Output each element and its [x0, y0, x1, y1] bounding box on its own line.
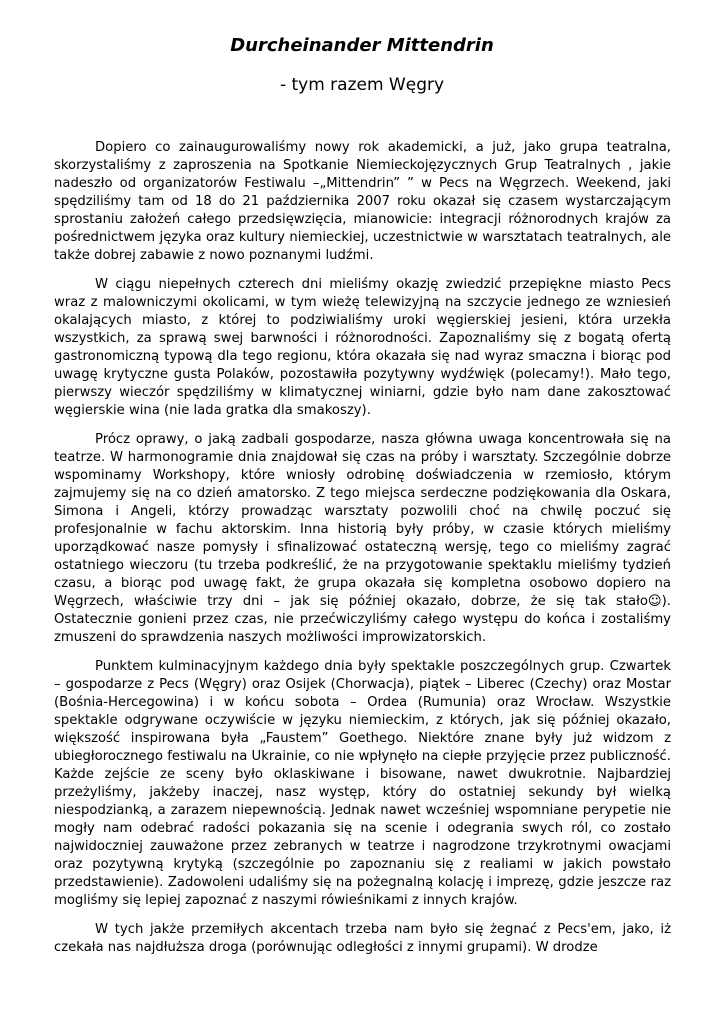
- paragraph-1: Dopiero co zainaugurowaliśmy nowy rok akademicki, a już, jako grupa teatralna, skorzystaliśmy z zaproszenia na Spotkanie Niemieckojęzycznych Grup Teatralnych , jakie nadeszło od organizatorów Festiwalu –„Mittendrin” ” w Pecs na Węgrzech. Weekend, jaki spędziliśmy tam od 18 do 21 października 2007 roku okazał się czasem wystarczającym sprostaniu założeń całego przedsięwzięcia, mianowicie: integracji różnorodnych krajów za pośrednictwem języka oraz kultury niemieckiej, uczestnictwie w warsztatach teatralnych, ale także dobrej zabawie z nowo poznanymi ludźmi.: [54, 140, 671, 263]
- document-title: Durcheinander Mittendrin: [230, 35, 494, 56]
- paragraph-5: W tych jakże przemiłych akcentach trzeba nam było się żegnać z Pecs'em, jako, iż czekała nas najdłuższa droga (porównując odległości z innymi grupami). W drodze: [54, 922, 671, 955]
- document-subtitle: - tym razem Węgry: [279, 75, 445, 95]
- article-body: [54, 139, 671, 968]
- paragraph-2: W ciągu niepełnych czterech dni mieliśmy okazję zwiedzić przepiękne miasto Pecs wraz z malowniczymi okolicami, w tym wieżę telewizyjną na szczycie jednego ze wzniesień okalających miasto, z której to podziwialiśmy uroki węgierskiej jesieni, która urzekła wszystkich, za sprawą swej barwności i różnorodności. Zapoznaliśmy się z bogatą ofertą gastronomiczną typową dla tego regionu, która okazała się nad wyraz smaczna i biorąc pod uwagę krytyczne gusta Polaków, pozostawiła pozytywny wydźwięk (polecamy!). Mało tego, pierwszy wieczór spędziliśmy w klimatycznej winiarni, gdzie było nam dane zakosztować węgierskie wina (nie lada gratka dla smakoszy).: [54, 277, 671, 418]
- paragraph-3: Prócz oprawy, o jaką zadbali gospodarze, nasza główna uwaga koncentrowała się na teatrze. W harmonogramie dnia znajdował się czas na próby i warsztaty. Szczególnie dobrze wspominamy Workshopy, które wniosły odrobinę doświadczenia w rzemiosło, którym zajmujemy się na co dzień amatorsko. Z tego miejsca serdeczne podziękowania dla Oskara, Simona i Angeli, którzy prowadząc warsztaty pozwolili choć na chwilę poczuć się profesjonalnie w fachu aktorskim. Inna historią były próby, w czasie których mieliśmy uporządkować nasze pomysły i sfinalizować ostateczną wersję, tego co mieliśmy zagrać ostatniego wieczoru (tu trzeba podkreślić, że na przygotowanie spektaklu mieliśmy tydzień czasu, a biorąc pod uwagę fakt, że grupa okazała się kompletna osobowo dopiero na Węgrzech, właściwie trzy dni – jak się później okazało, dobrze, że się tak stało☺). Ostatecznie gonieni przez czas, nie przećwiczyliśmy całego występu do końca i zostaliśmy zmuszeni do sprawdzenia naszych możliwości improwizatorskich.: [54, 432, 671, 645]
- paragraph-4: Punktem kulminacyjnym każdego dnia były spektakle poszczególnych grup. Czwartek – gospodarze z Pecs (Węgry) oraz Osijek (Chorwacja), piątek – Liberec (Czechy) oraz Mostar (Bośnia-Hercegowina) i w końcu sobota – Ordea (Rumunia) oraz Wrocław. Wszystkie spektakle odgrywane oczywiście w języku niemieckim, z których, jak się później okazało, większość inspirowana była „Faustem” Goethego. Niektóre znane były już widzom z ubiegłorocznego festiwalu na Ukrainie, co nie wpłynęło na ciepłe przyjęcie przez publiczność. Każde zejście ze sceny było oklaskiwane i bisowane, nawet dwukrotnie. Najbardziej przeżyliśmy, jakżeby inaczej, nasz występ, który do ostatniej sekundy był wielką niespodzianką, a zarazem niepewnością. Jednak nawet wcześniej wspomniane perypetie nie mogły nam odebrać radości pokazania się na scenie i odegrania swych ról, co zostało najwidoczniej zauważone przez zebranych w teatrze i nagrodzone trzykrotnymi owacjami oraz pozytywną krytyką (szczególnie po zapoznaniu się z realiami w jakich powstało przedstawienie). Zadowoleni udaliśmy się na pożegnalną kolację i imprezę, gdzie jeszcze raz mogliśmy się lepiej zapoznać z naszymi rówieśnikami z innych krajów.: [54, 659, 671, 908]
